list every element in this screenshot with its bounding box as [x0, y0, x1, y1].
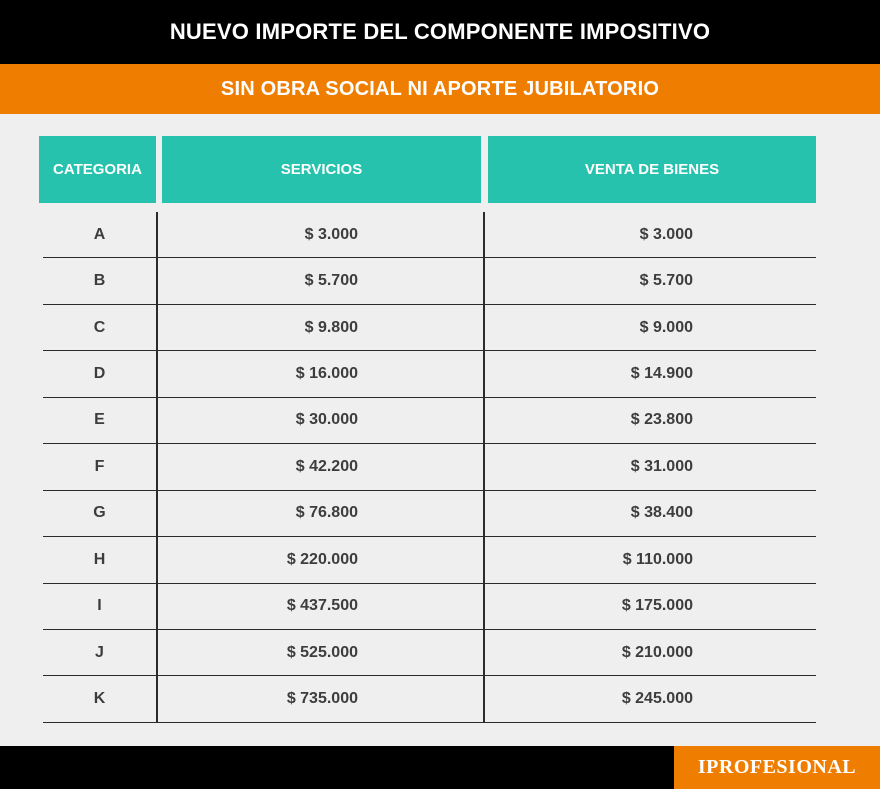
cell-servicios: $ 16.000: [295, 365, 358, 383]
column-header-servicios: SERVICIOS: [162, 136, 481, 203]
cell-categoria: J: [95, 643, 104, 661]
cell-venta-de-bienes: $ 210.000: [621, 643, 693, 661]
cell-categoria: I: [97, 597, 102, 615]
cell-venta-de-bienes: $ 38.400: [630, 504, 693, 522]
main-title: NUEVO IMPORTE DEL COMPONENTE IMPOSITIVO: [0, 0, 880, 64]
cell-categoria: G: [93, 504, 106, 522]
cell-categoria: B: [93, 272, 106, 290]
subtitle: SIN OBRA SOCIAL NI APORTE JUBILATORIO: [0, 64, 880, 114]
table-row: [43, 537, 816, 583]
table-row: [43, 584, 816, 630]
cell-servicios: $ 437.500: [286, 597, 358, 615]
cell-venta-de-bienes: $ 175.000: [621, 597, 693, 615]
cell-servicios: $ 5.700: [304, 272, 358, 290]
cell-servicios: $ 525.000: [286, 643, 358, 661]
table-row: [43, 630, 816, 676]
cell-servicios: $ 735.000: [286, 690, 358, 708]
iprofesional-logo: IPROFESIONAL: [674, 746, 880, 789]
cell-categoria: D: [93, 365, 106, 383]
column-header-venta-de-bienes: VENTA DE BIENES: [488, 136, 816, 203]
cell-categoria: K: [93, 690, 106, 708]
footer-bar: [0, 746, 880, 789]
table-row: [43, 444, 816, 490]
table-row: [43, 676, 816, 722]
cell-servicios: $ 3.000: [304, 225, 358, 243]
cell-servicios: $ 220.000: [286, 550, 358, 568]
cell-venta-de-bienes: $ 3.000: [639, 225, 693, 243]
table-body: [43, 212, 816, 723]
table-row: [43, 305, 816, 351]
cell-venta-de-bienes: $ 110.000: [622, 550, 693, 568]
cell-venta-de-bienes: $ 9.000: [639, 318, 693, 336]
table-row: [43, 491, 816, 537]
table-row: [43, 398, 816, 444]
cell-venta-de-bienes: $ 5.700: [639, 272, 693, 290]
cell-venta-de-bienes: $ 245.000: [621, 690, 693, 708]
cell-venta-de-bienes: $ 14.900: [630, 365, 693, 383]
cell-categoria: E: [94, 411, 105, 429]
cell-categoria: H: [93, 550, 106, 568]
cell-servicios: $ 42.200: [295, 457, 358, 475]
table-row: [43, 212, 816, 258]
cell-servicios: $ 30.000: [295, 411, 358, 429]
table-row: [43, 258, 816, 304]
table-row: [43, 351, 816, 397]
cell-categoria: F: [94, 457, 105, 475]
cell-categoria: A: [93, 225, 106, 243]
cell-servicios: $ 76.800: [295, 504, 358, 522]
column-header-categoria: CATEGORIA: [39, 136, 156, 203]
cell-servicios: $ 9.800: [304, 318, 358, 336]
cell-venta-de-bienes: $ 23.800: [630, 411, 693, 429]
cell-categoria: C: [93, 318, 106, 336]
cell-venta-de-bienes: $ 31.000: [630, 457, 693, 475]
